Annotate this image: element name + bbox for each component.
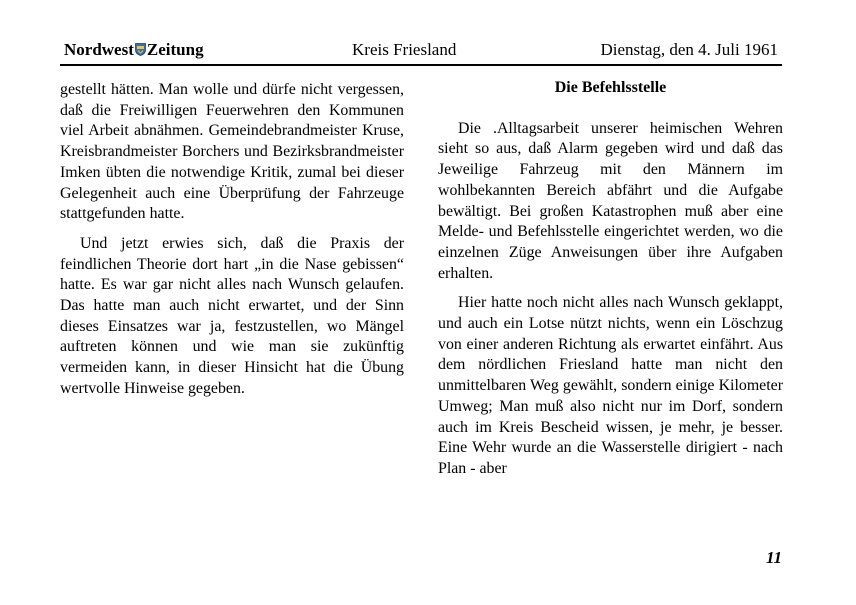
left-column: [60, 80, 404, 400]
left-paragraph-2: Und jetzt erwies sich, daß die Praxis der feindlichen Theorie dort hart „in die Nase gebissen“ hatte. Es war gar nicht alles nach Wunsch gelaufen. Das hatte man auch nicht erwartet, und der Sinn dieses Einsatzes war ja, festzustellen, wo Mängel auftreten können und wie man sie zukünftig vermeiden kann, in dieser Hinsicht hat die Übung wertvolle Hinweise gegeben.: [60, 234, 404, 397]
masthead-part1: Nordwest: [64, 40, 134, 59]
left-paragraph-1: gestellt hätten. Man wolle und dürfe nicht vergessen, daß die Freiwilligen Feuerwehren den Kommunen viel Arbeit abnähmen. Gemeindebrandmeister Kruse, Kreisbrandmeister Borchers und Bezirksbrandmeister Imken übten die notwendige Kritik, zumal bei dieser Gelegenheit auch eine Überprüfung der Fahrzeuge stattgefunden hatte.: [60, 81, 404, 223]
coat-of-arms-icon: [135, 43, 146, 56]
newspaper-header: [60, 38, 780, 62]
section-name: Kreis Friesland: [352, 40, 457, 59]
header-rule: [60, 64, 782, 66]
right-paragraph-1: Die .Alltagsarbeit unserer heimischen Wehren sieht so aus, daß Alarm gegeben wird und daß das Jeweilige Fahrzeug mit den Männern im wohlbekannten Bereich abfährt und die Aufgabe bewältigt. Bei großen Katastrophen muß aber eine Melde- und Befehlsstelle eingerichtet werden, wo die einzelnen Züge Anweisungen über ihre Aufgaben erhalten.: [438, 119, 783, 282]
right-column: [438, 78, 783, 480]
article-subheading: Die Befehlsstelle: [554, 79, 667, 96]
masthead-part2: Zeitung: [146, 40, 204, 59]
issue-date: Dienstag, den 4. Juli 1961: [600, 40, 778, 59]
right-paragraph-2: Hier hatte noch nicht alles nach Wunsch geklappt, und auch ein Lotse nützt nichts, wenn ein Löschzug von einer anderen Richtung als erwartet einfährt. Aus dem nördlichen Friesland hatte man nicht den unmittelbaren Weg gewählt, sondern einige Kilometer Umweg; Man muß also nicht nur im Dorf, sondern auch im Kreis Bescheid wissen, je mehr, je besser. Eine Wehr wurde an die Wasserstelle dirigiert - nach Plan - aber: [438, 294, 783, 477]
page-number: 11: [765, 548, 782, 567]
newspaper-masthead: [64, 40, 204, 60]
